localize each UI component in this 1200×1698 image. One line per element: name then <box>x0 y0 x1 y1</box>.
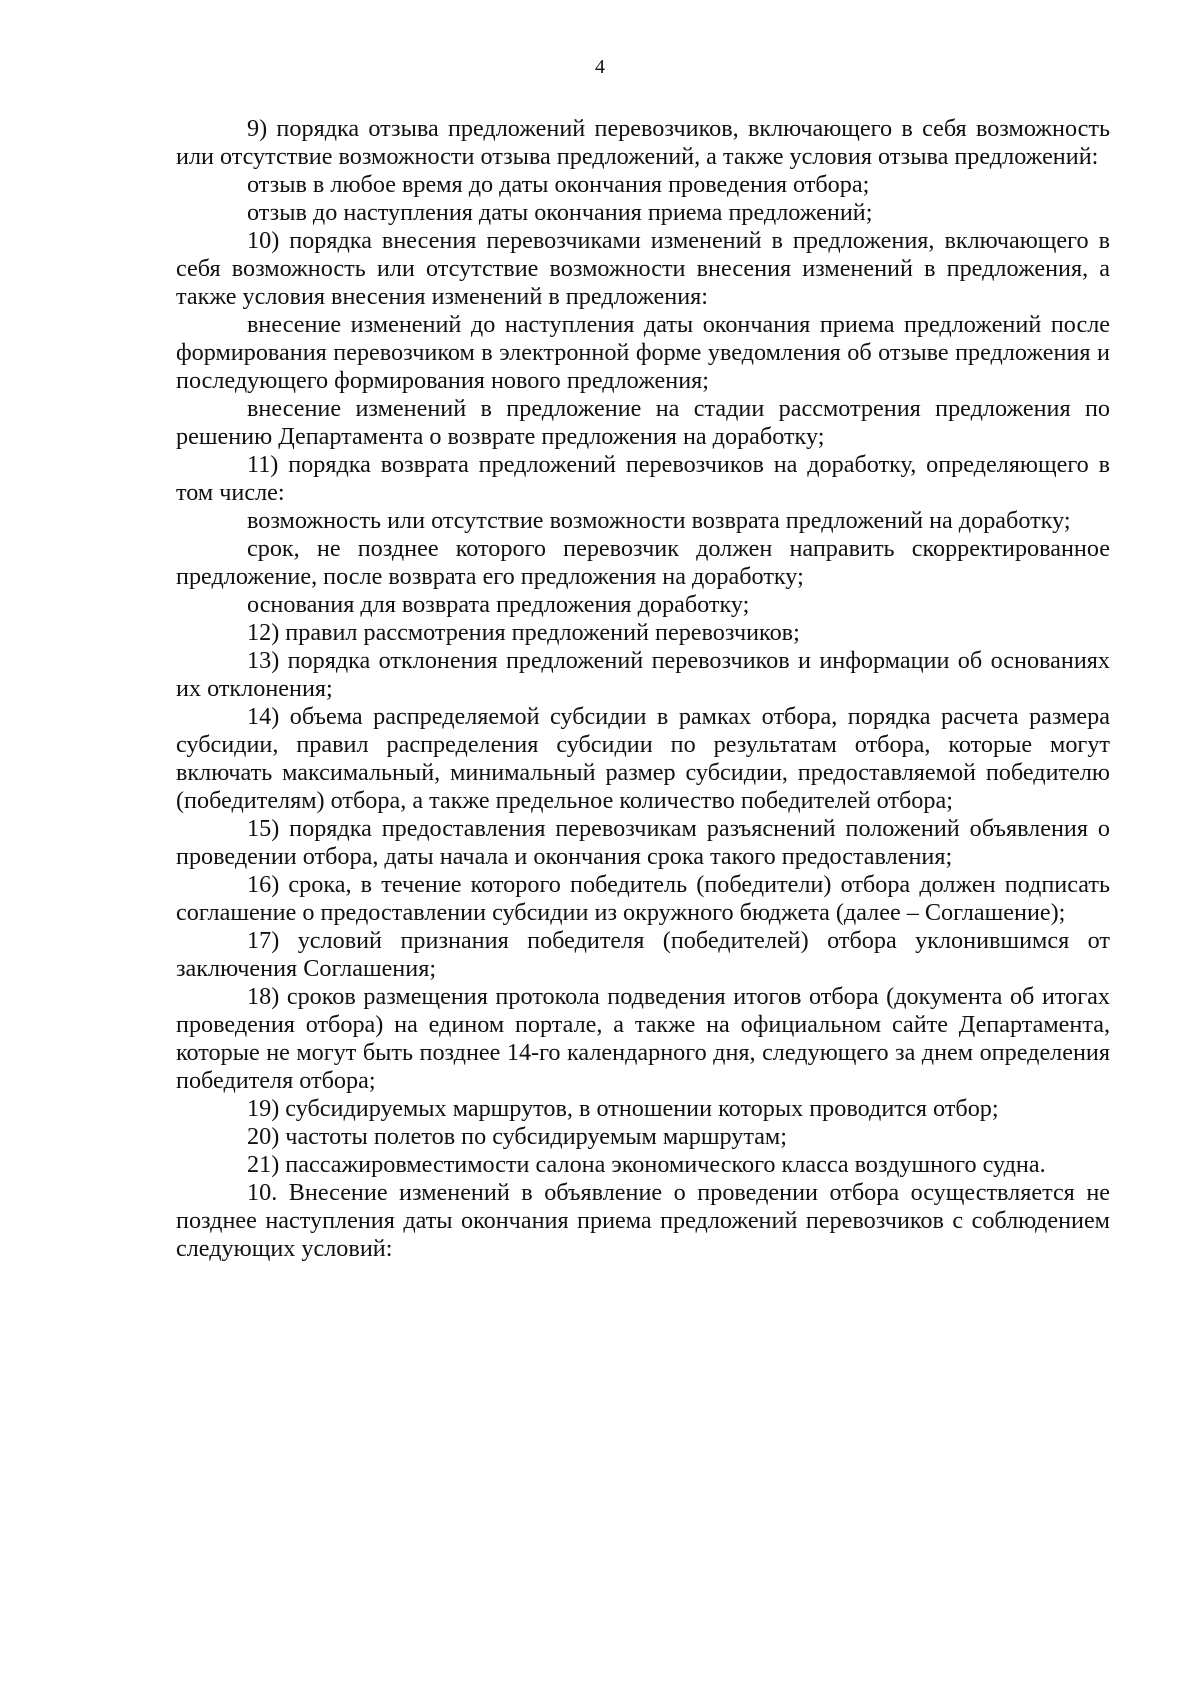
paragraph-item-15: 15) порядка предоставления перевозчикам разъяснений положений объявления о проведении отбора, даты начала и окончания срока такого предоставления; <box>176 815 1110 870</box>
paragraph-item-14: 14) объема распределяемой субсидии в рамках отбора, порядка расчета размера субсидии, правил распределения субсидии по результатам отбора, которые могут включать максимальный, минимальный размер субсидии, предоставляемой победителю (победителям) отбора, а также предельное количество победителей отбора; <box>176 703 1110 814</box>
paragraph-item-13: 13) порядка отклонения предложений перевозчиков и информации об основаниях их отклонения; <box>176 647 1110 702</box>
paragraph-changes-before-deadline: внесение изменений до наступления даты окончания приема предложений после формирования перевозчиком в электронной форме уведомления об отзыве предложения и последующего формирования нового предложения; <box>176 311 1110 394</box>
paragraph-return-deadline: срок, не позднее которого перевозчик должен направить скорректированное предложение, после возврата его предложения на доработку; <box>176 535 1110 590</box>
paragraph-withdraw-anytime: отзыв в любое время до даты окончания проведения отбора; <box>247 171 870 198</box>
paragraph-section-10: 10. Внесение изменений в объявление о проведении отбора осуществляется не позднее наступления даты окончания приема предложений перевозчиков с соблюдением следующих условий: <box>176 1179 1110 1262</box>
paragraph-item-20: 20) частоты полетов по субсидируемым маршрутам; <box>247 1123 787 1150</box>
paragraph-return-possibility: возможность или отсутствие возможности возврата предложений на доработку; <box>247 507 1071 534</box>
paragraph-item-10: 10) порядка внесения перевозчиками изменений в предложения, включающего в себя возможность или отсутствие возможности внесения изменений в предложения, а также условия внесения изменений в предложения: <box>176 227 1110 310</box>
paragraph-withdraw-before-deadline: отзыв до наступления даты окончания приема предложений; <box>247 199 873 226</box>
paragraph-item-9: 9) порядка отзыва предложений перевозчиков, включающего в себя возможность или отсутствие возможности отзыва предложений, а также условия отзыва предложений: <box>176 115 1110 170</box>
paragraph-return-grounds: основания для возврата предложения доработку; <box>247 591 750 618</box>
paragraph-item-18: 18) сроков размещения протокола подведения итогов отбора (документа об итогах проведения отбора) на едином портале, а также на официальном сайте Департамента, которые не могут быть позднее 14-го календарного дня, следующего за днем определения победителя отбора; <box>176 983 1110 1094</box>
paragraph-item-21: 21) пассажировместимости салона экономического класса воздушного судна. <box>247 1151 1046 1178</box>
paragraph-item-16: 16) срока, в течение которого победитель (победители) отбора должен подписать соглашение о предоставлении субсидии из окружного бюджета (далее – Соглашение); <box>176 871 1110 926</box>
paragraph-changes-on-review: внесение изменений в предложение на стадии рассмотрения предложения по решению Департамента о возврате предложения на доработку; <box>176 395 1110 450</box>
page-number: 4 <box>595 56 605 78</box>
document-body <box>176 115 1110 1263</box>
paragraph-item-12: 12) правил рассмотрения предложений перевозчиков; <box>247 619 800 646</box>
paragraph-item-19: 19) субсидируемых маршрутов, в отношении которых проводится отбор; <box>247 1095 999 1122</box>
paragraph-item-17: 17) условий признания победителя (победителей) отбора уклонившимся от заключения Соглашения; <box>176 927 1110 982</box>
paragraph-item-11: 11) порядка возврата предложений перевозчиков на доработку, определяющего в том числе: <box>176 451 1110 506</box>
